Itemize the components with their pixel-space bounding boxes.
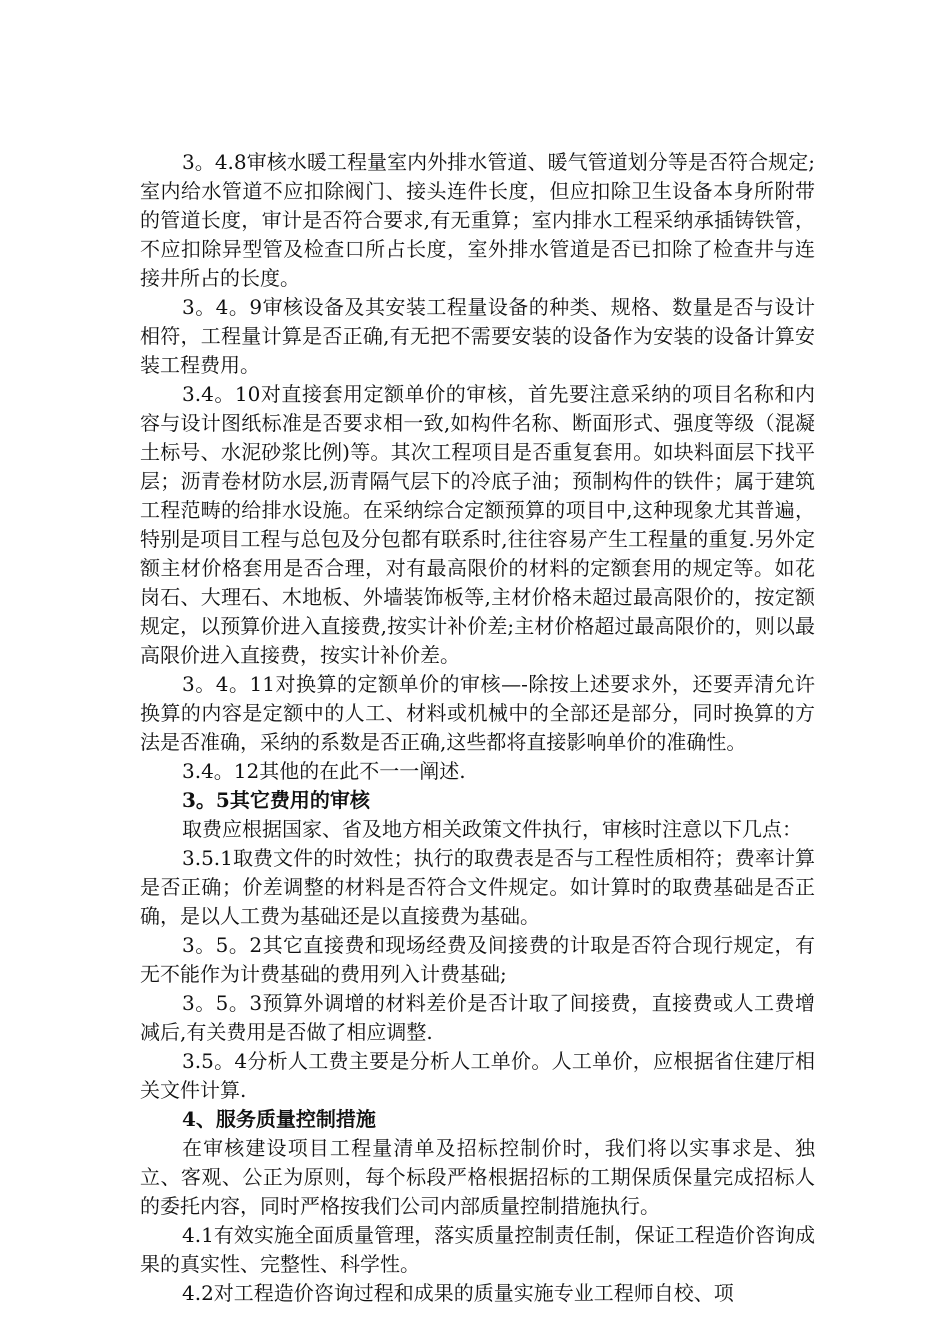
paragraph-4-1: 4.1有效实施全面质量管理，落实质量控制责任制，保证工程造价咨询成果的真实性、完整性、科学性。 — [140, 1223, 815, 1276]
paragraph-3-4-12: 3.4。12其他的在此不一一阐述. — [182, 759, 466, 783]
paragraph-3-4-11: 3。4。11对换算的定额单价的审核—-除按上述要求外，还要弄清允许换算的内容是定额中的人工、材料或机械中的全部还是部分，同时换算的方法是否准确，采纳的系数是否正确,这些都将直接影响单价的准确性。 — [140, 672, 815, 754]
paragraph-3-5-intro: 取费应根据国家、省及地方相关政策文件执行，审核时注意以下几点： — [182, 817, 802, 841]
paragraph-3-4-9: 3。4。9审核设备及其安装工程量设备的种类、规格、数量是否与设计相符，工程量计算是否正确,有无把不需要安装的设备作为安装的设备计算安装工程费用。 — [140, 295, 815, 377]
paragraph-3-5-4: 3.5。4分析人工费主要是分析人工单价。人工单价，应根据省住建厅相关文件计算. — [140, 1049, 815, 1102]
paragraph-3-4-10: 3.4。10对直接套用定额单价的审核，首先要注意采纳的项目名称和内容与设计图纸标准是否要求相一致,如构件名称、断面形式、强度等级（混凝土标号、水泥砂浆比例)等。其次工程项目是否重复套用。如块料面层下找平层；沥青卷材防水层,沥青隔气层下的冷底子油；预制构件的铁件；属于建筑工程范畴的给排水设施。在采纳综合定额预算的项目中,这种现象尤其普遍，特别是项目工程与总包及分包都有联系时,往往容易产生工程量的重复.另外定额主材价格套用是否合理，对有最高限价的材料的定额套用的规定等。如花岗石、大理石、木地板、外墙装饰板等,主材价格未超过最高限价的，按定额规定，以预算价进入直接费,按实计补价差;主材价格超过最高限价的，则以最高限价进入直接费，按实计补价差。 — [140, 382, 815, 667]
paragraph-4-intro: 在审核建设项目工程量清单及招标控制价时，我们将以实事求是、独立、客观、公正为原则，每个标段严格根据招标的工期保质保量完成招标人的委托内容，同时严格按我们公司内部质量控制措施执行。 — [140, 1136, 815, 1218]
section-heading-3-5: 3。5其它费用的审核 — [182, 788, 370, 812]
paragraph-3-4-8: 3。4.8审核水暖工程量室内外排水管道、暖气管道划分等是否符合规定;室内给水管道不应扣除阀门、接头连件长度，但应扣除卫生设备本身所附带的管道长度，审计是否符合要求,有无重算；室内排水工程采纳承插铸铁管，不应扣除异型管及检查口所占长度，室外排水管道是否已扣除了检查井与连接井所占的长度。 — [140, 150, 815, 290]
paragraph-4-2: 4.2对工程造价咨询过程和成果的质量实施专业工程师自校、项 — [182, 1281, 734, 1305]
paragraph-3-5-1: 3.5.1取费文件的时效性；执行的取费表是否与工程性质相符；费率计算是否正确；价差调整的材料是否符合文件规定。如计算时的取费基础是否正确，是以人工费为基础还是以直接费为基础。 — [140, 846, 815, 928]
section-heading-4: 4、服务质量控制措施 — [182, 1107, 376, 1131]
paragraph-3-5-2: 3。5。2其它直接费和现场经费及间接费的计取是否符合现行规定，有无不能作为计费基础的费用列入计费基础; — [140, 933, 815, 986]
document-page — [140, 148, 815, 1308]
paragraph-3-5-3: 3。5。3预算外调增的材料差价是否计取了间接费，直接费或人工费增减后,有关费用是否做了相应调整. — [140, 991, 815, 1044]
